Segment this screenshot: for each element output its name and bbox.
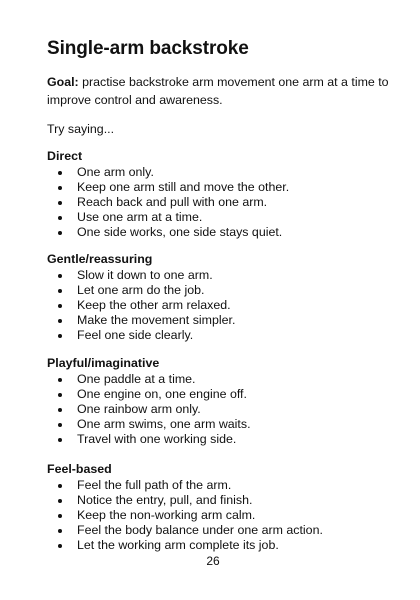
list-item — [47, 313, 397, 328]
page-title: Single-arm backstroke — [47, 38, 249, 59]
list-item-text: Feel the full path of the arm. — [77, 478, 232, 492]
phrase-list — [47, 478, 397, 553]
list-item — [47, 210, 397, 225]
list-item-text: Let the working arm complete its job. — [77, 538, 279, 552]
list-item — [47, 268, 397, 283]
list-item — [47, 493, 397, 508]
bullet-icon — [58, 423, 62, 427]
section-playful-imaginative — [47, 355, 397, 447]
list-item — [47, 328, 397, 343]
list-item — [47, 417, 397, 432]
bullet-icon — [58, 231, 62, 235]
goal-label: Goal: — [47, 75, 79, 89]
list-item-text: Keep the other arm relaxed. — [77, 298, 231, 312]
bullet-icon — [58, 484, 62, 488]
bullet-icon — [58, 216, 62, 220]
list-item — [47, 387, 397, 402]
page-number: 26 — [206, 554, 220, 568]
bullet-icon — [58, 304, 62, 308]
section-gentle-reassuring — [47, 251, 397, 343]
list-item — [47, 283, 397, 298]
list-item-text: Reach back and pull with one arm. — [77, 195, 268, 209]
phrase-list — [47, 268, 397, 343]
list-item-text: One paddle at a time. — [77, 372, 196, 386]
list-item — [47, 402, 397, 417]
bullet-icon — [58, 171, 62, 175]
list-item-text: Use one arm at a time. — [77, 210, 203, 224]
list-item — [47, 165, 397, 180]
list-item-text: One arm only. — [77, 165, 154, 179]
list-item — [47, 195, 397, 210]
bullet-icon — [58, 393, 62, 397]
section-heading: Gentle/reassuring — [47, 252, 153, 266]
list-item-text: Keep the non-working arm calm. — [77, 508, 256, 522]
bullet-icon — [58, 544, 62, 548]
list-item-text: One arm swims, one arm waits. — [77, 417, 251, 431]
list-item — [47, 225, 397, 240]
list-item-text: One engine on, one engine off. — [77, 387, 247, 401]
list-item — [47, 538, 397, 553]
list-item — [47, 523, 397, 538]
list-item-text: Notice the entry, pull, and finish. — [77, 493, 253, 507]
list-item-text: Keep one arm still and move the other. — [77, 180, 290, 194]
bullet-icon — [58, 438, 62, 442]
list-item — [47, 432, 397, 447]
section-feel-based — [47, 461, 397, 553]
bullet-icon — [58, 378, 62, 382]
bullet-icon — [58, 529, 62, 533]
list-item-text: One side works, one side stays quiet. — [77, 225, 283, 239]
list-item — [47, 372, 397, 387]
list-item-text: Slow it down to one arm. — [77, 268, 213, 282]
list-item-text: One rainbow arm only. — [77, 402, 201, 416]
list-item — [47, 508, 397, 523]
bullet-icon — [58, 289, 62, 293]
bullet-icon — [58, 408, 62, 412]
list-item-text: Let one arm do the job. — [77, 283, 205, 297]
bullet-icon — [58, 274, 62, 278]
phrase-list — [47, 165, 397, 240]
bullet-icon — [58, 319, 62, 323]
bullet-icon — [58, 201, 62, 205]
section-direct — [47, 148, 397, 240]
section-heading: Direct — [47, 149, 83, 163]
section-heading: Playful/imaginative — [47, 356, 160, 370]
bullet-icon — [58, 499, 62, 503]
list-item-text: Make the movement simpler. — [77, 313, 236, 327]
document-page — [47, 0, 397, 600]
list-item — [47, 298, 397, 313]
section-heading: Feel-based — [47, 462, 112, 476]
list-item-text: Feel the body balance under one arm action. — [77, 523, 323, 537]
list-item — [47, 180, 397, 195]
phrase-list — [47, 372, 397, 447]
goal-paragraph — [47, 73, 397, 109]
list-item-text: Feel one side clearly. — [77, 328, 194, 342]
bullet-icon — [58, 186, 62, 190]
goal-text: practise backstroke arm movement one arm at a time to improve control and awareness. — [47, 75, 389, 107]
bullet-icon — [58, 514, 62, 518]
list-item — [47, 478, 397, 493]
list-item-text: Travel with one working side. — [77, 432, 237, 446]
bullet-icon — [58, 334, 62, 338]
try-saying-text: Try saying... — [47, 122, 115, 136]
